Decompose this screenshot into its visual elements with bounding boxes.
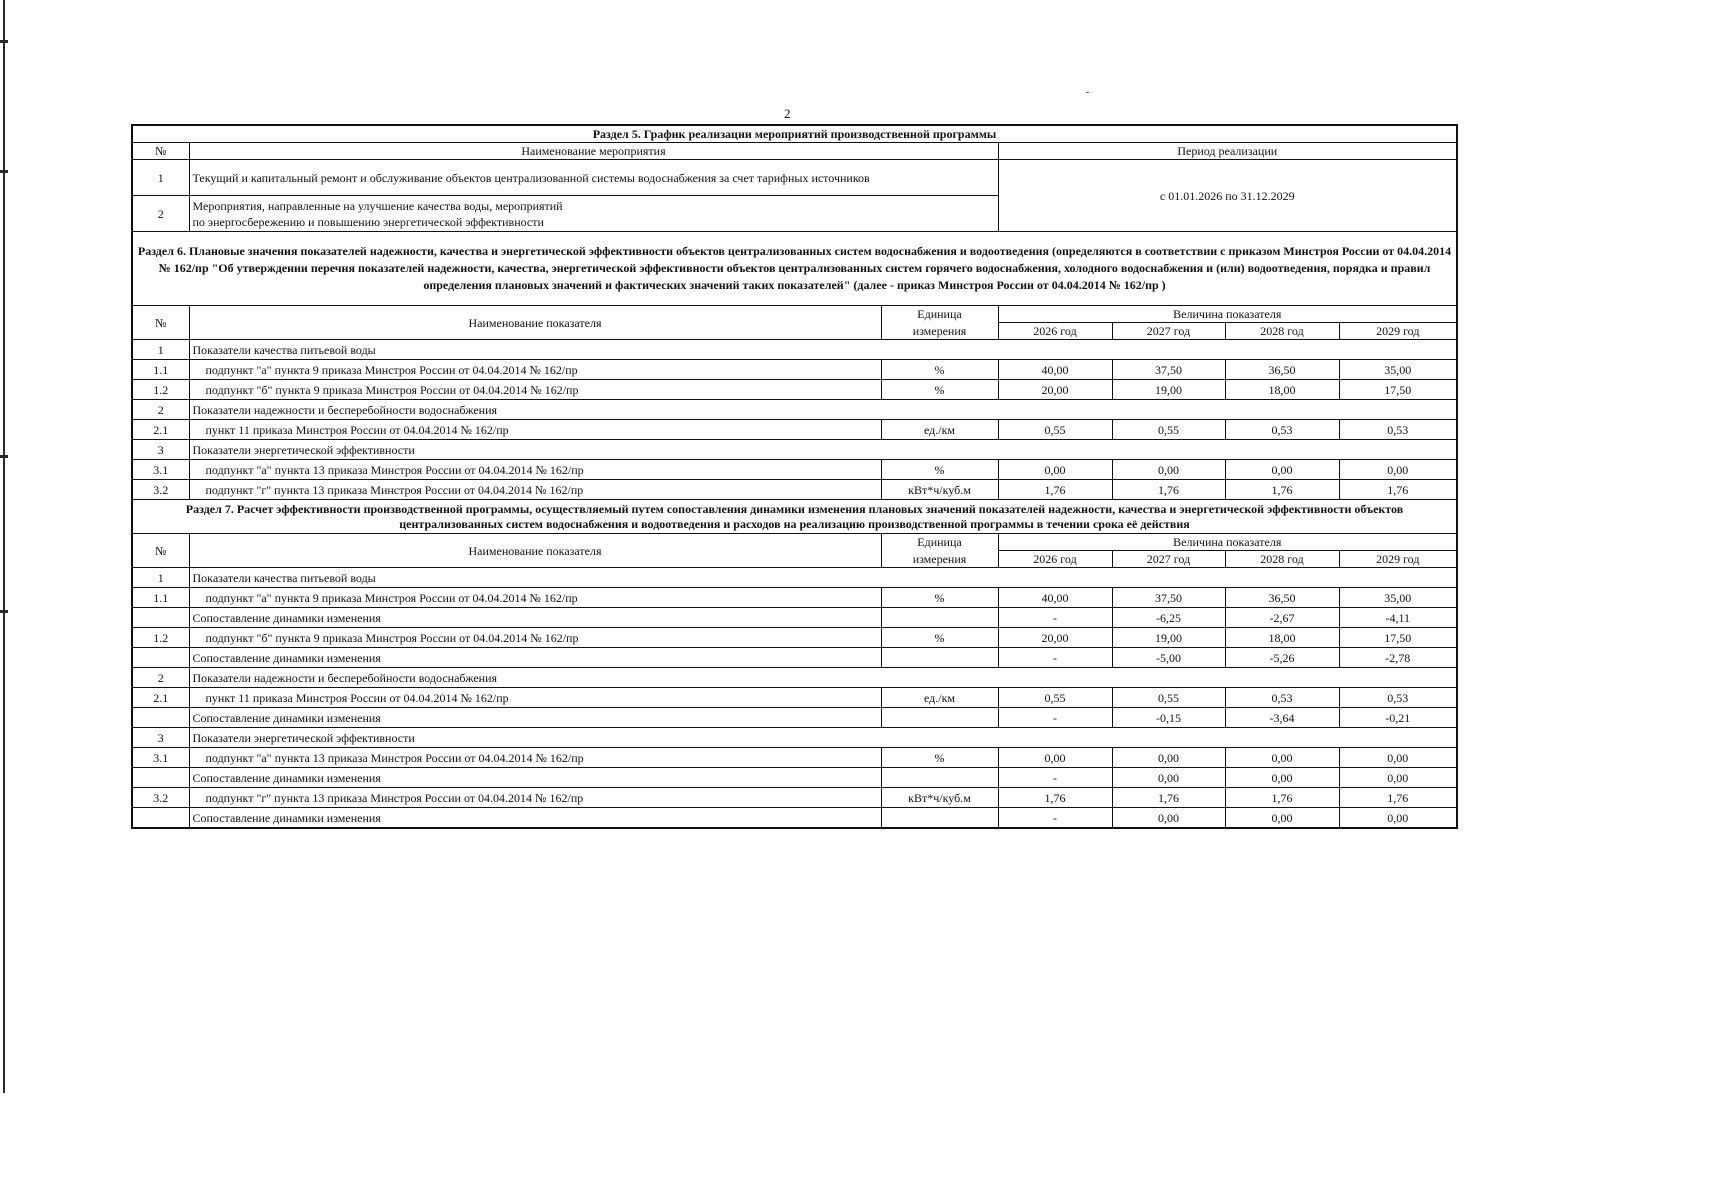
row-number: 1.2 bbox=[132, 380, 189, 400]
value-cell: 0,55 bbox=[1112, 420, 1225, 440]
year-header: 2029 год bbox=[1339, 551, 1457, 568]
unit-cell: ед./км bbox=[881, 688, 998, 708]
value-cell: 40,00 bbox=[998, 360, 1112, 380]
row-number: 1.1 bbox=[132, 588, 189, 608]
value-cell: 0,53 bbox=[1225, 688, 1339, 708]
value-cell: 17,50 bbox=[1339, 628, 1457, 648]
unit-cell-empty bbox=[881, 708, 998, 728]
section5-title: Раздел 5. График реализации мероприятий производственной программы bbox=[132, 125, 1457, 143]
value-cell: 1,76 bbox=[998, 480, 1112, 500]
group-number: 3 bbox=[132, 440, 189, 460]
group-name: Показатели надежности и бесперебойности водоснабжения bbox=[189, 400, 1457, 420]
scan-edge-mark bbox=[0, 170, 8, 173]
col-unit-header: измерения bbox=[881, 323, 998, 340]
value-cell: 17,50 bbox=[1339, 380, 1457, 400]
group-name: Показатели надежности и бесперебойности водоснабжения bbox=[189, 668, 1457, 688]
unit-cell: кВт*ч/куб.м bbox=[881, 788, 998, 808]
indicator-name: подпункт "а" пункта 13 приказа Минстроя России от 04.04.2014 № 162/пр bbox=[189, 748, 881, 768]
scan-speck bbox=[1086, 92, 1089, 93]
unit-cell-empty bbox=[881, 808, 998, 829]
scan-edge-mark bbox=[0, 40, 8, 43]
value-cell: 0,00 bbox=[1112, 748, 1225, 768]
value-cell: 1,76 bbox=[1112, 788, 1225, 808]
section6-title: Раздел 6. Плановые значения показателей надежности, качества и энергетической эффективности объектов централизованных систем водоснабжения и водоотведения (определяются в соответствии с приказом Минстроя России от 04.04.2014 № 162/пр "Об утверждении перечня показателей надежности, качества, энергетической эффективности объектов централизованных систем горячего водоснабжения, холодного водоснабжения и (или) водоотведения, порядка и правил определения плановых значений и фактических значений таких показателей" (далее - приказ Минстроя России от 04.04.2014 № 162/пр ) bbox=[132, 232, 1457, 306]
compare-label: Сопоставление динамики изменения bbox=[189, 708, 881, 728]
col-no-header: № bbox=[132, 306, 189, 340]
compare-label: Сопоставление динамики изменения bbox=[189, 608, 881, 628]
delta-cell: -4,11 bbox=[1339, 608, 1457, 628]
col-no-header: № bbox=[132, 534, 189, 568]
value-cell: 1,76 bbox=[1112, 480, 1225, 500]
delta-cell: 0,00 bbox=[1339, 768, 1457, 788]
value-cell: 0,53 bbox=[1225, 420, 1339, 440]
unit-cell: % bbox=[881, 360, 998, 380]
col-name-header: Наименование мероприятия bbox=[189, 143, 998, 160]
delta-cell: -6,25 bbox=[1112, 608, 1225, 628]
value-cell: 0,55 bbox=[1112, 688, 1225, 708]
row-number-empty bbox=[132, 768, 189, 788]
value-cell: 1,76 bbox=[1225, 788, 1339, 808]
year-header: 2028 год bbox=[1225, 323, 1339, 340]
indicator-name: подпункт "а" пункта 9 приказа Минстроя России от 04.04.2014 № 162/пр bbox=[189, 360, 881, 380]
col-value-header: Величина показателя bbox=[998, 534, 1457, 551]
delta-cell: - bbox=[998, 608, 1112, 628]
implementation-period: с 01.01.2026 по 31.12.2029 bbox=[998, 160, 1457, 232]
row-number: 1 bbox=[132, 160, 189, 196]
group-name: Показатели качества питьевой воды bbox=[189, 568, 1457, 588]
unit-cell: % bbox=[881, 380, 998, 400]
scan-left-edge bbox=[3, 0, 5, 1093]
row-number-empty bbox=[132, 648, 189, 668]
indicator-name: подпункт "а" пункта 9 приказа Минстроя России от 04.04.2014 № 162/пр bbox=[189, 588, 881, 608]
unit-cell: % bbox=[881, 460, 998, 480]
value-cell: 0,00 bbox=[1225, 748, 1339, 768]
value-cell: 1,76 bbox=[1225, 480, 1339, 500]
activity-name bbox=[189, 196, 998, 232]
unit-cell-empty bbox=[881, 768, 998, 788]
activity-name-line: Мероприятия, направленные на улучшение качества воды, мероприятий bbox=[192, 198, 563, 213]
row-number: 3.2 bbox=[132, 788, 189, 808]
value-cell: 0,00 bbox=[1225, 460, 1339, 480]
section7-title: Раздел 7. Расчет эффективности производственной программы, осуществляемый путем сопоставления динамики изменения плановых значений показателей надежности, качества и энергетической эффективности объектов централизованных систем водоснабжения и водоотведения и расходов на реализацию производственной программы в течении срока её действия bbox=[132, 500, 1457, 534]
value-cell: 0,00 bbox=[1339, 460, 1457, 480]
value-cell: 35,00 bbox=[1339, 588, 1457, 608]
col-unit-header: измерения bbox=[881, 551, 998, 568]
year-header: 2026 год bbox=[998, 551, 1112, 568]
value-cell: 0,00 bbox=[998, 460, 1112, 480]
group-number: 3 bbox=[132, 728, 189, 748]
group-number: 1 bbox=[132, 568, 189, 588]
delta-cell: 0,00 bbox=[1112, 768, 1225, 788]
delta-cell: 0,00 bbox=[1112, 808, 1225, 829]
row-number-empty bbox=[132, 708, 189, 728]
value-cell: 18,00 bbox=[1225, 628, 1339, 648]
value-cell: 36,50 bbox=[1225, 588, 1339, 608]
unit-cell: кВт*ч/куб.м bbox=[881, 480, 998, 500]
delta-cell: 0,00 bbox=[1225, 768, 1339, 788]
delta-cell: -0,15 bbox=[1112, 708, 1225, 728]
delta-cell: -3,64 bbox=[1225, 708, 1339, 728]
value-cell: 1,76 bbox=[998, 788, 1112, 808]
value-cell: 0,55 bbox=[998, 420, 1112, 440]
delta-cell: - bbox=[998, 648, 1112, 668]
row-number: 3.1 bbox=[132, 460, 189, 480]
delta-cell: -2,67 bbox=[1225, 608, 1339, 628]
col-unit-header: Единица bbox=[881, 306, 998, 323]
unit-cell-empty bbox=[881, 648, 998, 668]
value-cell: 1,76 bbox=[1339, 480, 1457, 500]
value-cell: 37,50 bbox=[1112, 588, 1225, 608]
delta-cell: - bbox=[998, 808, 1112, 829]
value-cell: 0,53 bbox=[1339, 420, 1457, 440]
value-cell: 0,53 bbox=[1339, 688, 1457, 708]
value-cell: 37,50 bbox=[1112, 360, 1225, 380]
indicator-name: пункт 11 приказа Минстроя России от 04.04.2014 № 162/пр bbox=[189, 688, 881, 708]
unit-cell: % bbox=[881, 588, 998, 608]
activity-name-line: по энергосбережению и повышению энергетической эффективности bbox=[192, 214, 544, 229]
row-number: 2.1 bbox=[132, 420, 189, 440]
group-name: Показатели качества питьевой воды bbox=[189, 340, 1457, 360]
year-header: 2029 год bbox=[1339, 323, 1457, 340]
unit-cell: ед./км bbox=[881, 420, 998, 440]
row-number-empty bbox=[132, 808, 189, 829]
compare-label: Сопоставление динамики изменения bbox=[189, 808, 881, 829]
value-cell: 0,00 bbox=[1339, 748, 1457, 768]
row-number: 1.1 bbox=[132, 360, 189, 380]
indicator-name: пункт 11 приказа Минстроя России от 04.04.2014 № 162/пр bbox=[189, 420, 881, 440]
value-cell: 40,00 bbox=[998, 588, 1112, 608]
row-number: 1.2 bbox=[132, 628, 189, 648]
col-name-header: Наименование показателя bbox=[189, 306, 881, 340]
col-period-header: Период реализации bbox=[998, 143, 1457, 160]
page-number: 2 bbox=[784, 106, 791, 121]
compare-label: Сопоставление динамики изменения bbox=[189, 648, 881, 668]
value-cell: 20,00 bbox=[998, 380, 1112, 400]
col-unit-header: Единица bbox=[881, 534, 998, 551]
value-cell: 0,00 bbox=[998, 748, 1112, 768]
col-value-header: Величина показателя bbox=[998, 306, 1457, 323]
delta-cell: 0,00 bbox=[1225, 808, 1339, 829]
row-number: 2 bbox=[132, 196, 189, 232]
row-number-empty bbox=[132, 608, 189, 628]
scan-edge-mark bbox=[0, 610, 8, 613]
group-name: Показатели энергетической эффективности bbox=[189, 440, 1457, 460]
delta-cell: - bbox=[998, 768, 1112, 788]
unit-cell: % bbox=[881, 628, 998, 648]
value-cell: 0,55 bbox=[998, 688, 1112, 708]
delta-cell: -2,78 bbox=[1339, 648, 1457, 668]
group-number: 1 bbox=[132, 340, 189, 360]
value-cell: 19,00 bbox=[1112, 380, 1225, 400]
indicator-name: подпункт "а" пункта 13 приказа Минстроя России от 04.04.2014 № 162/пр bbox=[189, 460, 881, 480]
group-name: Показатели энергетической эффективности bbox=[189, 728, 1457, 748]
indicator-name: подпункт "б" пункта 9 приказа Минстроя России от 04.04.2014 № 162/пр bbox=[189, 628, 881, 648]
delta-cell: 0,00 bbox=[1339, 808, 1457, 829]
row-number: 2.1 bbox=[132, 688, 189, 708]
value-cell: 19,00 bbox=[1112, 628, 1225, 648]
unit-cell: % bbox=[881, 748, 998, 768]
value-cell: 36,50 bbox=[1225, 360, 1339, 380]
year-header: 2027 год bbox=[1112, 551, 1225, 568]
col-name-header: Наименование показателя bbox=[189, 534, 881, 568]
unit-cell-empty bbox=[881, 608, 998, 628]
value-cell: 35,00 bbox=[1339, 360, 1457, 380]
value-cell: 1,76 bbox=[1339, 788, 1457, 808]
value-cell: 18,00 bbox=[1225, 380, 1339, 400]
group-number: 2 bbox=[132, 400, 189, 420]
delta-cell: -0,21 bbox=[1339, 708, 1457, 728]
year-header: 2027 год bbox=[1112, 323, 1225, 340]
delta-cell: -5,26 bbox=[1225, 648, 1339, 668]
year-header: 2028 год bbox=[1225, 551, 1339, 568]
compare-label: Сопоставление динамики изменения bbox=[189, 768, 881, 788]
indicator-name: подпункт "б" пункта 9 приказа Минстроя России от 04.04.2014 № 162/пр bbox=[189, 380, 881, 400]
scan-edge-mark bbox=[0, 455, 8, 458]
delta-cell: -5,00 bbox=[1112, 648, 1225, 668]
indicator-name: подпункт "г" пункта 13 приказа Минстроя России от 04.04.2014 № 162/пр bbox=[189, 788, 881, 808]
row-number: 3.2 bbox=[132, 480, 189, 500]
delta-cell: - bbox=[998, 708, 1112, 728]
group-number: 2 bbox=[132, 668, 189, 688]
program-table bbox=[131, 124, 1458, 829]
col-no-header: № bbox=[132, 143, 189, 160]
row-number: 3.1 bbox=[132, 748, 189, 768]
indicator-name: подпункт "г" пункта 13 приказа Минстроя России от 04.04.2014 № 162/пр bbox=[189, 480, 881, 500]
activity-name: Текущий и капитальный ремонт и обслуживание объектов централизованной системы водоснабжения за счет тарифных источников bbox=[189, 160, 998, 196]
year-header: 2026 год bbox=[998, 323, 1112, 340]
value-cell: 0,00 bbox=[1112, 460, 1225, 480]
value-cell: 20,00 bbox=[998, 628, 1112, 648]
